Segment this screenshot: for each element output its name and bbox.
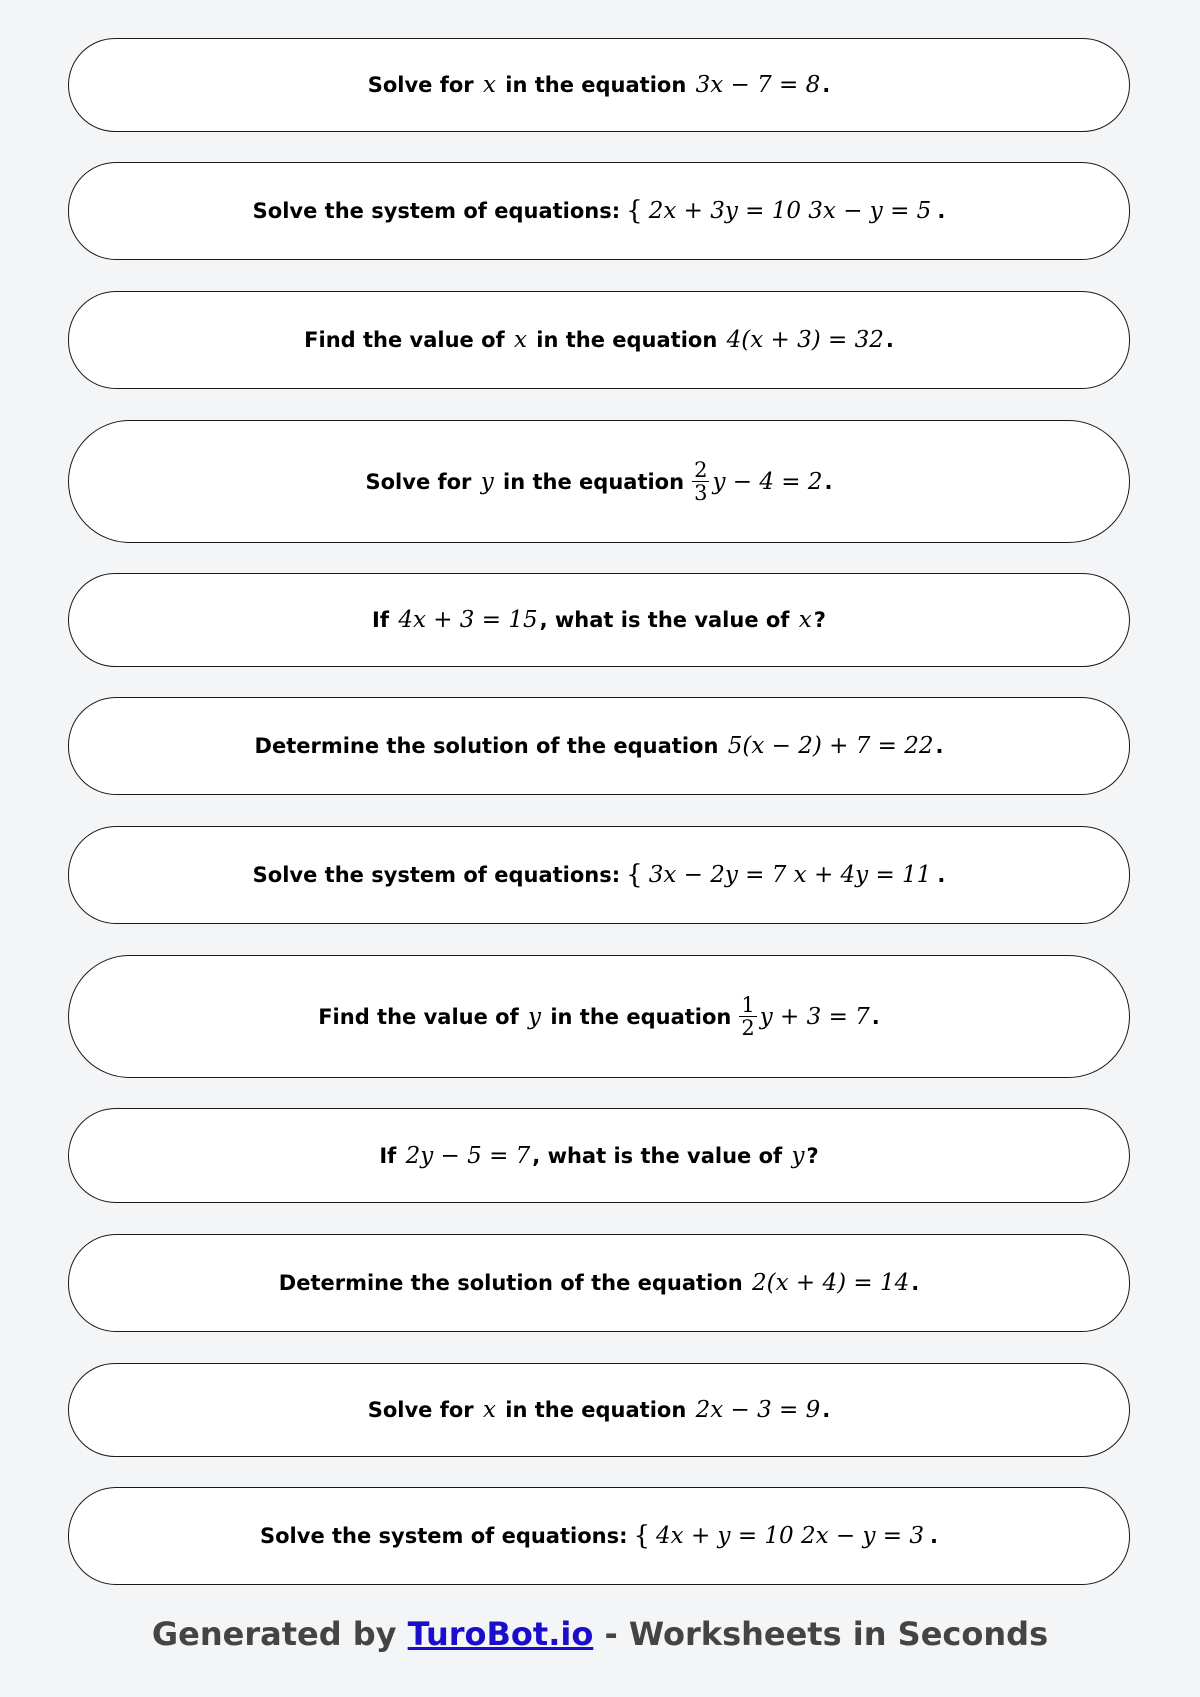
question-text — [255, 733, 944, 759]
question-suffix: . — [911, 1271, 920, 1295]
question-prefix: Solve the system of equations: — [252, 863, 621, 887]
question-math: 4(x + 3) = 32 — [726, 327, 884, 353]
question-prefix: Solve for — [365, 469, 472, 494]
question-suffix: ? — [813, 608, 826, 632]
question-math: 2x − 3 = 9 — [695, 1397, 821, 1423]
question-suffix: . — [885, 328, 894, 352]
question-prefix: Find the value of — [318, 1004, 519, 1029]
question-middle: in the equation — [550, 1004, 732, 1029]
question-card — [68, 291, 1130, 389]
question-prefix: Find the value of — [304, 328, 505, 352]
question-prefix: If — [372, 608, 389, 632]
question-card — [68, 162, 1130, 260]
question-math: 4x + 3 = 15 — [398, 607, 538, 633]
question-math: 5(x − 2) + 7 = 22 — [727, 733, 934, 759]
question-variable: x — [482, 72, 496, 98]
question-fraction — [739, 994, 756, 1039]
question-variable: x — [482, 1397, 496, 1423]
question-suffix: . — [871, 1004, 880, 1029]
question-text — [368, 72, 831, 98]
question-text — [366, 459, 833, 504]
question-text — [253, 196, 946, 226]
question-suffix: . — [822, 1398, 831, 1422]
question-text — [372, 607, 826, 633]
question-suffix: ? — [806, 1143, 819, 1168]
question-middle: in the equation — [505, 73, 687, 97]
question-text — [260, 1521, 938, 1551]
question-card — [68, 1108, 1130, 1203]
question-prefix: Solve for — [367, 1398, 474, 1422]
question-variable: y — [791, 1142, 805, 1169]
fraction-numerator: 1 — [741, 992, 755, 1017]
question-text — [379, 1143, 818, 1169]
question-variable: x — [513, 327, 527, 353]
question-card — [68, 573, 1130, 667]
question-math: 4x + y = 10 2x − y = 3 — [656, 1523, 925, 1549]
question-text — [279, 1270, 919, 1296]
question-prefix: Determine the solution of the equation — [254, 734, 719, 758]
fraction-denominator: 3 — [694, 481, 708, 505]
footer — [0, 1615, 1200, 1653]
question-card — [68, 1234, 1130, 1332]
question-variable: y — [528, 1003, 542, 1030]
question-math: y − 4 = 2 — [712, 468, 823, 495]
question-prefix: Solve the system of equations: — [252, 199, 621, 223]
question-fraction — [692, 459, 709, 504]
question-text — [368, 1397, 831, 1423]
question-card — [68, 697, 1130, 795]
question-card — [68, 955, 1130, 1078]
question-math: 2x + 3y = 10 3x − y = 5 — [648, 198, 932, 224]
question-card — [68, 420, 1130, 543]
question-middle: in the equation — [503, 469, 685, 494]
question-text — [253, 860, 946, 890]
question-prefix: Determine the solution of the equation — [278, 1271, 743, 1295]
fraction-denominator: 2 — [741, 1016, 755, 1040]
question-variable: x — [798, 607, 812, 633]
question-prefix: If — [379, 1143, 397, 1168]
question-math: 3x − 2y = 7 x + 4y = 11 — [648, 862, 932, 888]
footer-suffix: - Worksheets in Seconds — [604, 1615, 1049, 1653]
question-suffix: . — [937, 863, 946, 887]
footer-prefix: Generated by — [151, 1615, 397, 1653]
question-variable: y — [480, 468, 494, 495]
system-brace: { — [626, 196, 643, 226]
question-math: 3x − 7 = 8 — [695, 72, 821, 98]
question-card — [68, 826, 1130, 924]
question-text — [318, 994, 880, 1039]
system-brace: { — [626, 860, 643, 890]
question-math: 2(x + 4) = 14 — [751, 1270, 910, 1296]
question-middle: in the equation — [505, 1398, 687, 1422]
question-card — [68, 1363, 1130, 1457]
question-middle: , what is the value of — [539, 608, 790, 632]
question-math: 2y − 5 = 7 — [405, 1142, 531, 1169]
question-suffix: . — [822, 73, 831, 97]
question-suffix: . — [935, 734, 944, 758]
fraction-numerator: 2 — [694, 457, 708, 482]
question-math: y + 3 = 7 — [759, 1003, 870, 1030]
question-prefix: Solve for — [367, 73, 474, 97]
question-middle: , what is the value of — [532, 1143, 783, 1168]
question-middle: in the equation — [536, 328, 718, 352]
turobot-link[interactable]: TuroBot.io — [407, 1615, 594, 1653]
question-card — [68, 1487, 1130, 1585]
question-text — [304, 327, 894, 353]
question-suffix: . — [824, 469, 833, 494]
system-brace: { — [633, 1521, 651, 1551]
question-prefix: Solve the system of equations: — [260, 1524, 628, 1548]
question-card — [68, 38, 1130, 132]
question-suffix: . — [930, 1524, 938, 1548]
question-suffix: . — [937, 199, 946, 223]
